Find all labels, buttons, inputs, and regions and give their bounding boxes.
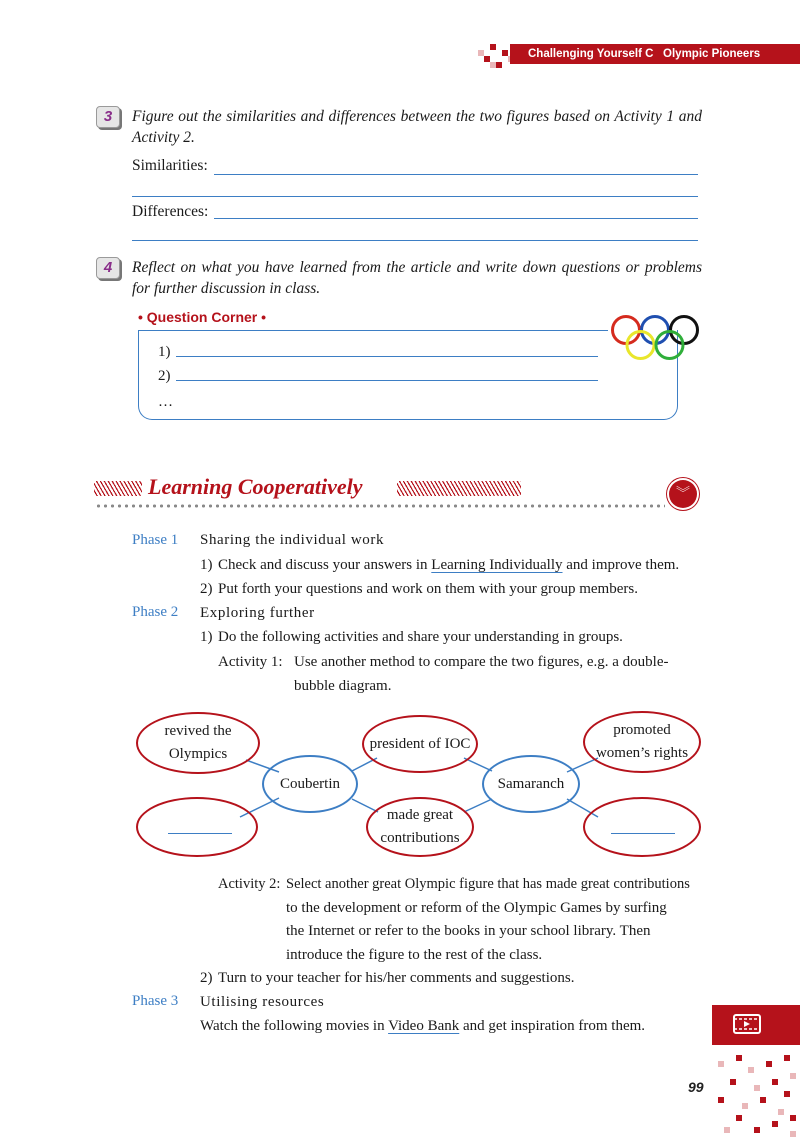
- similarities-label: Similarities:: [132, 157, 208, 174]
- blank-line-coubertin[interactable]: [168, 833, 232, 834]
- activity-1-line-1: Use another method to compare the two figures, e.g. a double-: [294, 654, 669, 670]
- activity-2-line-1: Select another great Olympic figure that has made great contributions: [286, 876, 690, 892]
- bubble-coubertin: Coubertin: [262, 755, 358, 813]
- bubble-blank-coubertin: [136, 797, 258, 857]
- phase-1-label: Phase 1: [132, 532, 179, 548]
- phase-1-step-2: Put forth your questions and work on them with your group members.: [218, 581, 638, 597]
- phase-3-label: Phase 3: [132, 993, 179, 1009]
- activity-2-label: Activity 2:: [218, 876, 281, 892]
- phase-2-label: Phase 2: [132, 604, 179, 620]
- activity-4-prompt: Reflect on what you have learned from the article and write down questions or problems for further discussion in class.: [132, 259, 702, 297]
- bubble-president-ioc: president of IOC: [362, 715, 478, 773]
- bubble-blank-samaranch: [583, 797, 701, 857]
- chevron-down-icon[interactable]: ︾: [669, 480, 697, 508]
- section-title: Learning Cooperatively: [148, 474, 363, 499]
- phase-2-step-2-num: 2): [200, 970, 213, 986]
- phase-3-text: Watch the following movies in Video Bank and get inspiration from them.: [200, 1018, 646, 1034]
- phase-2-step-1-num: 1): [200, 629, 213, 645]
- phase-2-title: Exploring further: [200, 605, 315, 621]
- bubble-samaranch: Samaranch: [482, 755, 580, 813]
- phase-3-title: Utilising resources: [200, 994, 325, 1010]
- page-number: 99: [688, 1079, 704, 1095]
- activity-2-line-2: to the development or reform of the Olympic Games by surfing: [286, 900, 667, 916]
- activity-3-badge: 3: [96, 106, 120, 128]
- header-unit: Challenging Yourself C: [528, 48, 654, 60]
- bubble-promoted-womens-rights: promoted women’s rights: [583, 711, 701, 773]
- phase-1-step-1-num: 1): [200, 557, 213, 573]
- activity-4-badge: 4: [96, 257, 120, 279]
- bubble-revived-olympics: revived the Olympics: [136, 712, 260, 774]
- activity-3-prompt: Figure out the similarities and differences between the two figures based on Activity 1 and Activity 2.: [132, 108, 702, 146]
- activity-2-line-3: the Internet or refer to the books in your school library. Then: [286, 923, 651, 939]
- activity-2-line-4: introduce the figure to the rest of the class.: [286, 947, 543, 963]
- learning-individually-link[interactable]: Learning Individually: [431, 557, 563, 573]
- header-title: Olympic Pioneers: [663, 48, 761, 60]
- video-bank-tab[interactable]: [712, 1005, 800, 1045]
- phase-2-step-1: Do the following activities and share your understanding in groups.: [218, 629, 623, 645]
- phase-1-title: Sharing the individual work: [200, 532, 385, 548]
- phase-1-step-1: Check and discuss your answers in Learning Individually and improve them.: [218, 557, 680, 573]
- phase-2-step-2: Turn to your teacher for his/her comments and suggestions.: [218, 970, 575, 986]
- question-item-2: 2): [158, 368, 171, 384]
- activity-1-label: Activity 1:: [218, 654, 283, 670]
- bubble-made-great-contributions: made great contributions: [366, 797, 474, 857]
- differences-label: Differences:: [132, 203, 209, 220]
- question-item-1: 1): [158, 344, 171, 360]
- video-icon: [712, 1005, 800, 1045]
- activity-1-line-2: bubble diagram.: [294, 678, 392, 694]
- blank-line-samaranch[interactable]: [611, 833, 675, 834]
- question-corner-title: • Question Corner •: [138, 309, 267, 325]
- footer-decoration: [712, 1055, 800, 1138]
- question-item-more: …: [158, 394, 173, 410]
- video-bank-link[interactable]: Video Bank: [388, 1018, 460, 1034]
- phase-1-step-2-num: 2): [200, 581, 213, 597]
